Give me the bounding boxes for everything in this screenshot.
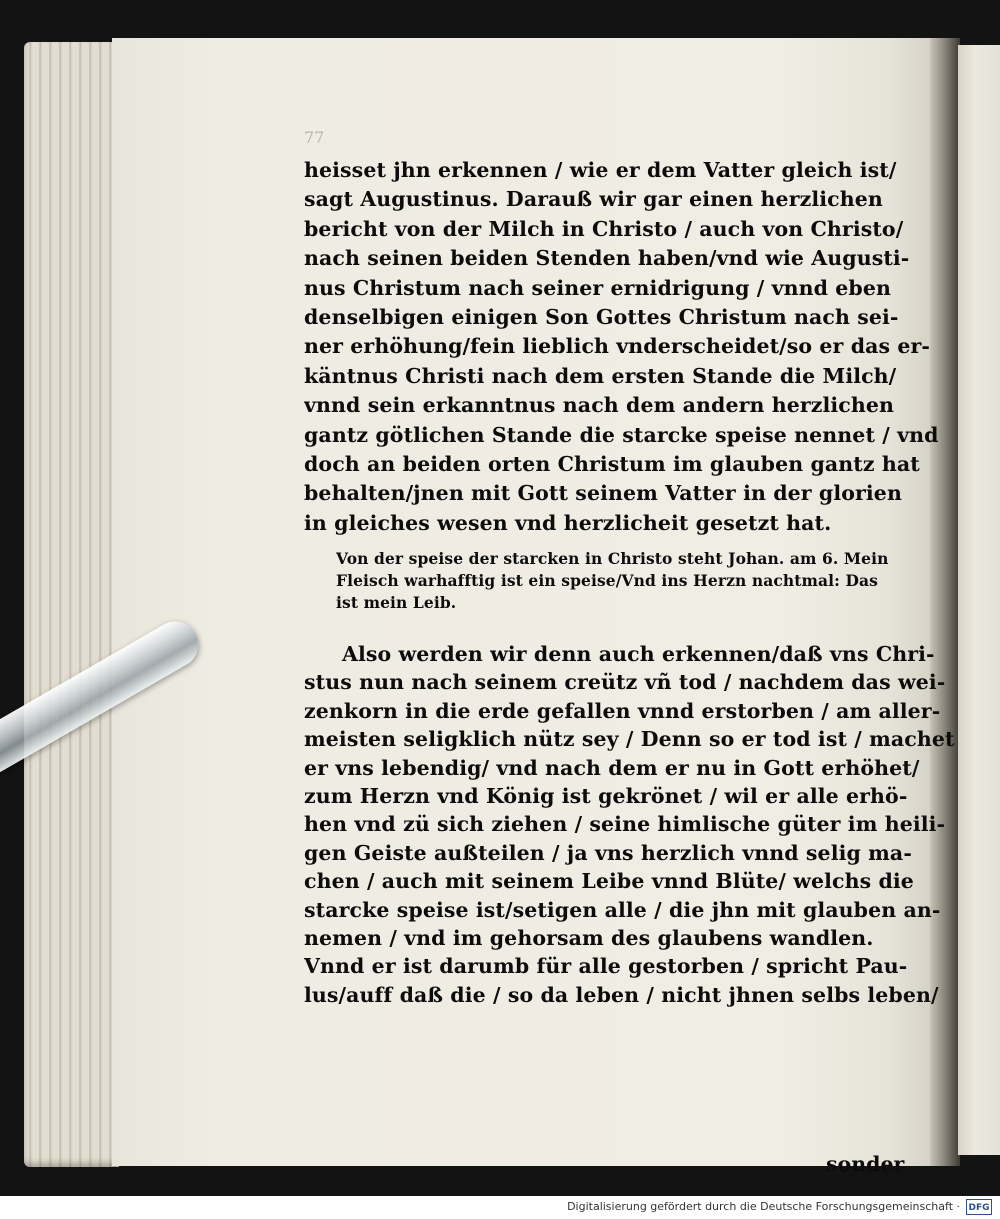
page-number: 77: [304, 128, 325, 147]
text-line: käntnus Christi nach dem ersten Stande die Milch/: [304, 363, 897, 388]
dfg-logo-icon: DFG: [966, 1199, 992, 1215]
text-line: nus Christum nach seiner ernidrigung / vnnd eben: [304, 275, 892, 300]
text-line: gantz götlichen Stande die starcke speise nennet / vnd: [304, 422, 939, 447]
text-line: Also werden wir denn auch erkennen/daß vns Chri-: [342, 642, 935, 666]
text-line: zenkorn in die erde gefallen vnnd erstorben / am aller-: [304, 698, 941, 723]
facing-page-edge: [958, 45, 1000, 1155]
note-line: ist mein Leib.: [336, 593, 457, 612]
bleed-through-text: [192, 558, 210, 782]
text-line: nach seinen beiden Stenden haben/vnd wie Augusti-: [304, 246, 910, 271]
text-line: meisten seligklich nütz sey / Denn so er tod ist / machet: [304, 727, 955, 752]
text-line: stus nun nach seinem creütz vñ tod / nachdem das wei-: [304, 670, 946, 695]
note-line: Von der speise der starcken in Christo steht Johan. am 6. Mein: [336, 549, 889, 568]
text-line: Vnnd er ist darumb für alle gestorben / spricht Pau-: [304, 954, 908, 979]
text-line: lus/auff daß die / so da leben / nicht jhnen selbs leben/: [304, 982, 939, 1007]
text-line: sagt Augustinus. Darauß wir gar einen herzlichen: [304, 187, 883, 212]
text-line: denselbigen einigen Son Gottes Christum nach sei-: [304, 305, 899, 330]
text-line: ner erhöhung/fein lieblich vnderscheidet/so er das er-: [304, 334, 931, 359]
text-line: doch an beiden orten Christum im glauben gantz hat: [304, 452, 920, 477]
text-line: nemen / vnd im gehorsam des glaubens wandlen.: [304, 926, 874, 951]
book-page-edges: [24, 42, 119, 1167]
marginal-note: [336, 548, 904, 614]
text-line: gen Geiste außteilen / ja vns herzlich vnnd selig ma-: [304, 840, 912, 865]
text-line: behalten/jnen mit Gott seinem Vatter in der glorien: [304, 481, 902, 506]
catchword: sonder: [826, 1152, 905, 1176]
text-line: zum Herzn vnd König ist gekrönet / wil er alle erhö-: [304, 784, 908, 809]
paragraph-1: [304, 156, 939, 538]
note-line: Fleisch warhafftig ist ein speise/Vnd ins Herzn nachtmal: Das: [336, 571, 878, 590]
footer-credit: Digitalisierung gefördert durch die Deutsche Forschungsgemeinschaft ·: [567, 1200, 960, 1213]
text-line: starcke speise ist/setigen alle / die jhn mit glauben an-: [304, 897, 941, 922]
footer-bar: [0, 1196, 1000, 1219]
paragraph-2: [304, 640, 955, 1009]
text-line: chen / auch mit seinem Leibe vnnd Blüte/ welchs die: [304, 869, 914, 894]
text-line: in gleiches wesen vnd herzlicheit gesetzt hat.: [304, 510, 832, 535]
text-line: hen vnd zü sich ziehen / seine himlische güter im heili-: [304, 812, 946, 837]
text-line: bericht von der Milch in Christo / auch von Christo/: [304, 216, 904, 241]
text-line: heisset jhn erkennen / wie er dem Vatter gleich ist/: [304, 158, 897, 182]
text-line: er vns lebendig/ vnd nach dem er nu in Gott erhöhet/: [304, 755, 920, 780]
text-line: vnnd sein erkanntnus nach dem andern herzlichen: [304, 393, 895, 418]
